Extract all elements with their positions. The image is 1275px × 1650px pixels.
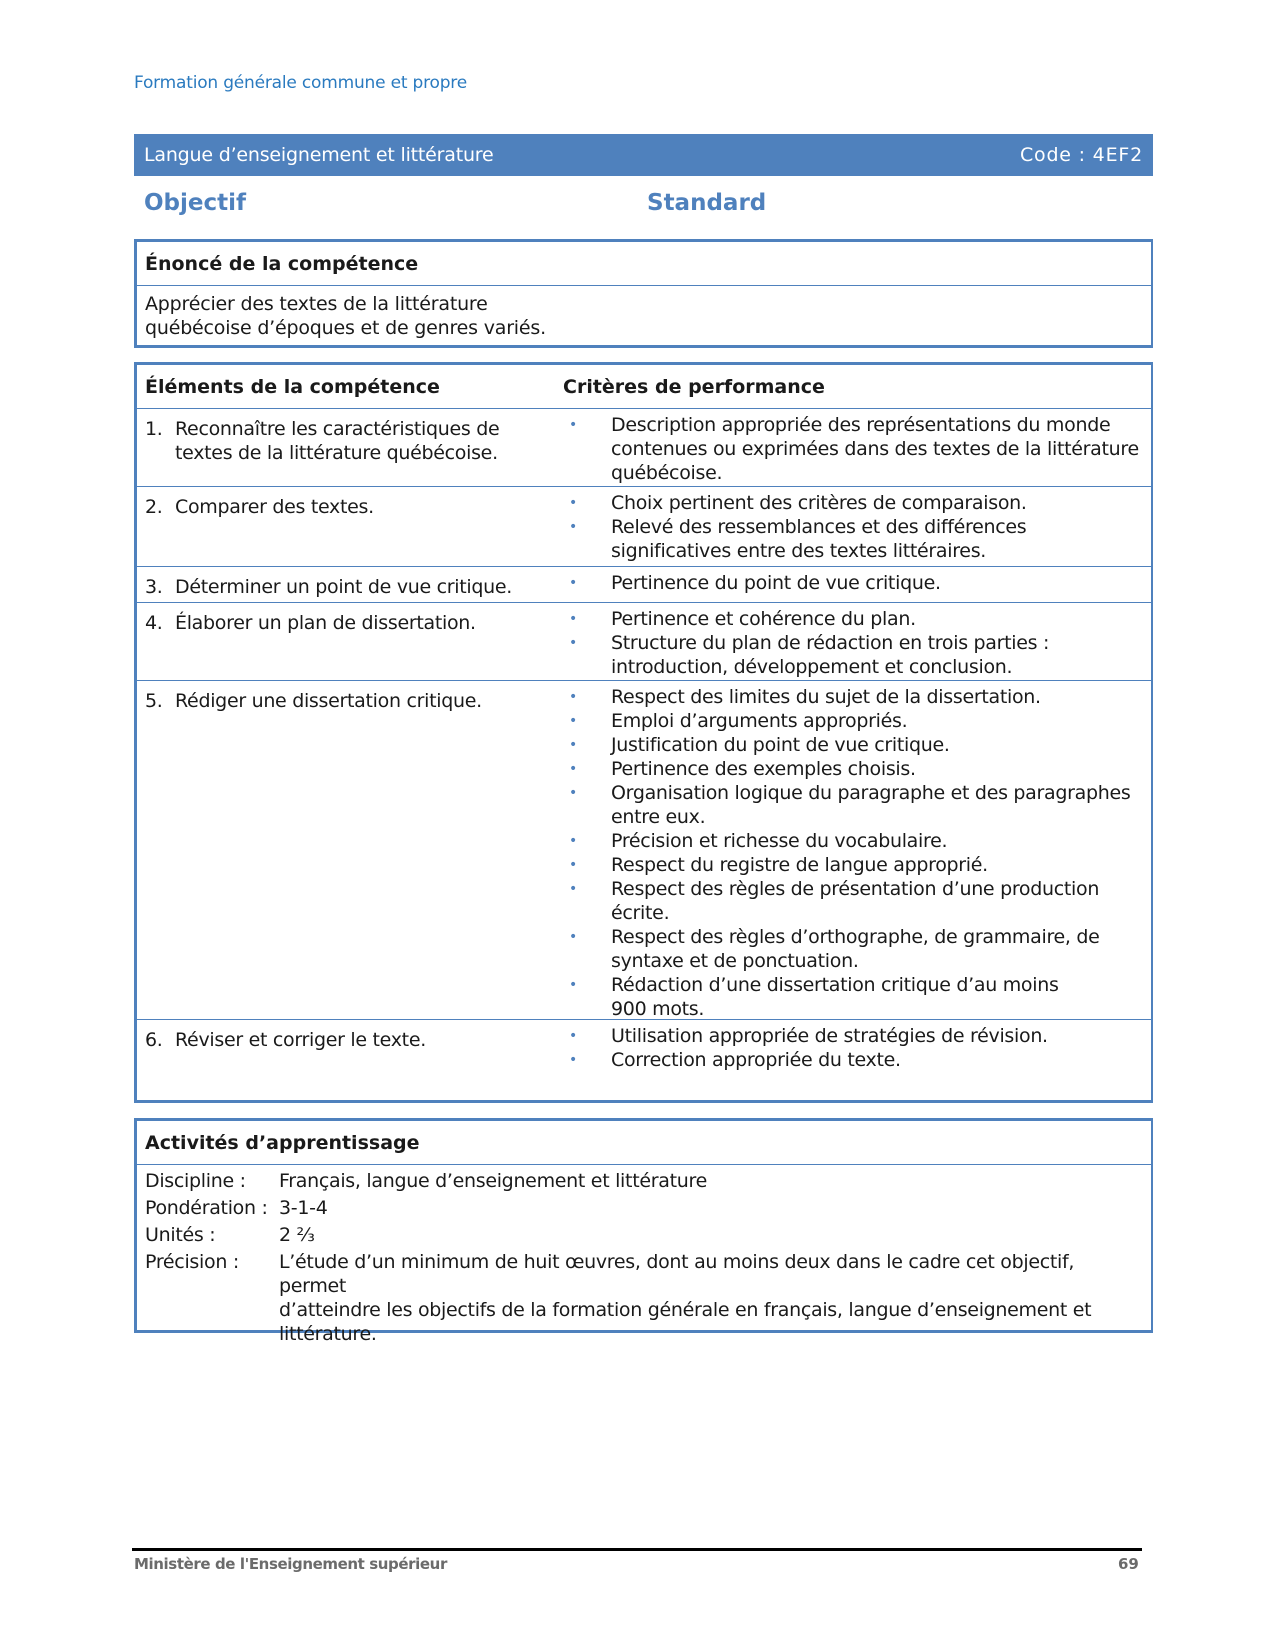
criterion-item xyxy=(563,491,1143,515)
criterion-line: Utilisation appropriée de stratégies de révision. xyxy=(611,1025,1048,1047)
element-line: Rédiger une dissertation critique. xyxy=(175,690,482,712)
criteria-cell xyxy=(563,603,1151,680)
criterion-item xyxy=(563,413,1143,485)
criterion-text xyxy=(611,1048,1143,1072)
criterion-text xyxy=(611,631,1143,679)
activite-row xyxy=(145,1223,1143,1248)
elements-rows xyxy=(137,409,1151,1076)
criterion-item xyxy=(563,1024,1143,1048)
activite-value-line: littérature. xyxy=(279,1323,377,1345)
activite-value-line: L’étude d’un minimum de huit œuvres, dont au moins deux dans le cadre cet objectif, permet xyxy=(279,1251,1075,1297)
enonce-line: québécoise d’époques et de genres variés. xyxy=(145,317,546,339)
criterion-line: Relevé des ressemblances et des différences xyxy=(611,516,1027,538)
criterion-item xyxy=(563,829,1143,853)
criterion-item xyxy=(563,685,1143,709)
criterion-text xyxy=(611,1024,1143,1048)
activite-label: Précision : xyxy=(145,1251,239,1273)
element-line: textes de la littérature québécoise. xyxy=(175,442,498,464)
criterion-text xyxy=(611,757,1143,781)
criterion-line: écrite. xyxy=(611,902,670,924)
criterion-line: contenues ou exprimées dans des textes de la littérature xyxy=(611,438,1139,460)
criterion-text xyxy=(611,829,1143,853)
column-header-criteria: Critères de performance xyxy=(563,375,825,398)
criteria-cell xyxy=(563,487,1151,566)
criterion-item xyxy=(563,853,1143,877)
element-text xyxy=(175,611,476,680)
activite-label: Discipline : xyxy=(145,1170,246,1192)
criterion-line: Respect des limites du sujet de la dissertation. xyxy=(611,686,1041,708)
criterion-item xyxy=(563,733,1143,757)
standard-label: Standard xyxy=(647,190,767,216)
criterion-text xyxy=(611,709,1143,733)
criterion-line: québécoise. xyxy=(611,462,723,484)
criterion-line: Justification du point de vue critique. xyxy=(611,734,950,756)
criterion-line: Pertinence des exemples choisis. xyxy=(611,758,916,780)
footer-publisher: Ministère de l'Enseignement supérieur xyxy=(134,1555,447,1573)
activite-value xyxy=(279,1196,1143,1221)
bullet-icon: • xyxy=(569,1052,577,1068)
criterion-line: Emploi d’arguments appropriés. xyxy=(611,710,908,732)
enonce-line: Apprécier des textes de la littérature xyxy=(145,293,488,315)
criterion-text xyxy=(611,571,1143,595)
criterion-line: introduction, développement et conclusion. xyxy=(611,656,1013,678)
bullet-icon: • xyxy=(569,881,577,897)
activite-row xyxy=(145,1196,1143,1221)
element-number: 6. xyxy=(145,1029,163,1051)
criterion-line: Respect des règles d’orthographe, de grammaire, de xyxy=(611,926,1100,948)
bullet-icon: • xyxy=(569,785,577,801)
criterion-text xyxy=(611,973,1143,1021)
criterion-text xyxy=(611,515,1143,563)
activite-value-line: 3-1-4 xyxy=(279,1197,328,1219)
criterion-line: Pertinence et cohérence du plan. xyxy=(611,608,916,630)
activite-value-line: 2 ⅔ xyxy=(279,1224,315,1246)
element-cell xyxy=(137,487,563,566)
element-number: 5. xyxy=(145,690,163,712)
criterion-item xyxy=(563,757,1143,781)
column-header-elements: Éléments de la compétence xyxy=(145,375,440,398)
bullet-icon: • xyxy=(569,857,577,873)
criterion-line: Pertinence du point de vue critique. xyxy=(611,572,941,594)
criterion-item xyxy=(563,973,1143,1021)
table-row xyxy=(137,681,1151,1020)
criterion-line: significatives entre des textes littéraires. xyxy=(611,540,987,562)
criterion-text xyxy=(611,607,1143,631)
element-text xyxy=(175,495,374,566)
element-number: 1. xyxy=(145,418,163,440)
criteria-cell xyxy=(563,567,1151,602)
activite-label: Pondération : xyxy=(145,1197,268,1219)
activite-value xyxy=(279,1169,1143,1194)
criterion-text xyxy=(611,685,1143,709)
activite-row xyxy=(145,1169,1143,1194)
criterion-item xyxy=(563,631,1143,679)
table-row xyxy=(137,487,1151,567)
activite-value xyxy=(279,1223,1143,1248)
criterion-item xyxy=(563,709,1143,733)
element-line: Reconnaître les caractéristiques de xyxy=(175,418,500,440)
table-row xyxy=(137,409,1151,487)
element-text xyxy=(175,575,512,602)
running-head: Formation générale commune et propre xyxy=(134,73,467,93)
bullet-icon: • xyxy=(569,761,577,777)
criterion-line: Correction appropriée du texte. xyxy=(611,1049,901,1071)
criterion-line: syntaxe et de ponctuation. xyxy=(611,950,859,972)
element-text xyxy=(175,417,499,486)
criterion-line: entre eux. xyxy=(611,806,706,828)
criterion-text xyxy=(611,925,1143,973)
enonce-heading: Énoncé de la compétence xyxy=(137,242,1151,286)
criteria-cell xyxy=(563,409,1151,486)
objectif-label: Objectif xyxy=(144,190,247,216)
activites-body xyxy=(137,1165,1151,1346)
footer-rule xyxy=(132,1548,1142,1551)
bullet-icon: • xyxy=(569,519,577,535)
criterion-item xyxy=(563,1048,1143,1072)
course-code: Code : 4EF2 xyxy=(1019,144,1143,166)
element-cell xyxy=(137,1020,563,1076)
bullet-icon: • xyxy=(569,689,577,705)
criteria-cell xyxy=(563,681,1151,1019)
activite-value xyxy=(279,1250,1143,1346)
table-row xyxy=(137,603,1151,681)
objective-row xyxy=(144,190,1144,224)
criterion-text xyxy=(611,491,1143,515)
criterion-item xyxy=(563,877,1143,925)
criterion-text xyxy=(611,877,1143,925)
elements-table xyxy=(134,362,1153,1103)
criterion-line: Structure du plan de rédaction en trois parties : xyxy=(611,632,1050,654)
criterion-text xyxy=(611,781,1143,829)
activite-value-line: d’atteindre les objectifs de la formation générale en français, langue d’enseignement et xyxy=(279,1299,1092,1321)
element-line: Déterminer un point de vue critique. xyxy=(175,576,513,598)
bullet-icon: • xyxy=(569,635,577,651)
bullet-icon: • xyxy=(569,575,577,591)
bullet-icon: • xyxy=(569,977,577,993)
element-line: Comparer des textes. xyxy=(175,496,374,518)
element-text xyxy=(175,689,482,1019)
element-cell xyxy=(137,567,563,602)
criterion-line: Rédaction d’une dissertation critique d’au moins xyxy=(611,974,1059,996)
element-number: 2. xyxy=(145,496,163,518)
criterion-item xyxy=(563,571,1143,595)
criterion-line: Précision et richesse du vocabulaire. xyxy=(611,830,948,852)
criterion-text xyxy=(611,413,1143,485)
criterion-line: Description appropriée des représentations du monde xyxy=(611,414,1111,436)
activite-value-line: Français, langue d’enseignement et littérature xyxy=(279,1170,707,1192)
enonce-box xyxy=(134,239,1153,348)
bullet-icon: • xyxy=(569,1028,577,1044)
element-text xyxy=(175,1028,426,1076)
table-row xyxy=(137,1020,1151,1076)
criterion-line: Respect du registre de langue approprié. xyxy=(611,854,988,876)
activite-label: Unités : xyxy=(145,1224,216,1246)
activite-row xyxy=(145,1250,1143,1346)
elements-table-header xyxy=(137,365,1151,409)
criterion-line: Choix pertinent des critères de comparaison. xyxy=(611,492,1027,514)
course-banner xyxy=(134,134,1153,176)
element-cell xyxy=(137,681,563,1019)
element-line: Élaborer un plan de dissertation. xyxy=(175,612,476,634)
bullet-icon: • xyxy=(569,417,577,433)
criterion-line: 900 mots. xyxy=(611,998,705,1020)
element-cell xyxy=(137,603,563,680)
bullet-icon: • xyxy=(569,611,577,627)
criterion-line: Organisation logique du paragraphe et des paragraphes xyxy=(611,782,1131,804)
criterion-text xyxy=(611,853,1143,877)
bullet-icon: • xyxy=(569,929,577,945)
footer-page-number: 69 xyxy=(1118,1555,1139,1573)
element-number: 3. xyxy=(145,576,163,598)
enonce-body xyxy=(137,286,1151,340)
bullet-icon: • xyxy=(569,495,577,511)
element-number: 4. xyxy=(145,612,163,634)
element-line: Réviser et corriger le texte. xyxy=(175,1029,426,1051)
criteria-cell xyxy=(563,1020,1151,1076)
criterion-item xyxy=(563,781,1143,829)
criterion-text xyxy=(611,733,1143,757)
bullet-icon: • xyxy=(569,737,577,753)
table-row xyxy=(137,567,1151,603)
bullet-icon: • xyxy=(569,713,577,729)
activites-heading: Activités d’apprentissage xyxy=(137,1121,1151,1165)
activites-box xyxy=(134,1118,1153,1345)
element-cell xyxy=(137,409,563,486)
criterion-item xyxy=(563,515,1143,563)
criterion-item xyxy=(563,925,1143,973)
criterion-item xyxy=(563,607,1143,631)
course-title: Langue d’enseignement et littérature xyxy=(144,144,494,166)
bullet-icon: • xyxy=(569,833,577,849)
criterion-line: Respect des règles de présentation d’une production xyxy=(611,878,1100,900)
